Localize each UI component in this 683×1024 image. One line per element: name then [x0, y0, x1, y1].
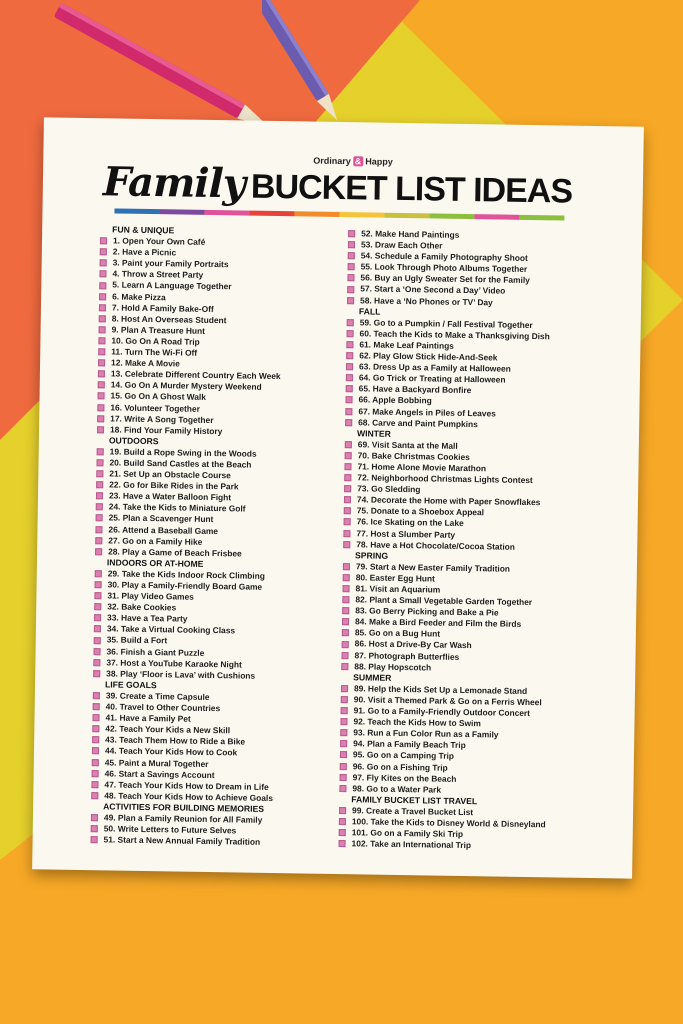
checkbox-icon[interactable]	[98, 337, 105, 344]
checkbox-icon[interactable]	[97, 404, 104, 411]
title-bold: BUCKET LIST IDEAS	[250, 167, 573, 211]
checkbox-icon[interactable]	[344, 463, 351, 470]
checkbox-icon[interactable]	[344, 519, 351, 526]
checkbox-icon[interactable]	[95, 570, 102, 577]
checkbox-icon[interactable]	[345, 441, 352, 448]
checkbox-icon[interactable]	[339, 840, 346, 847]
checkbox-icon[interactable]	[99, 304, 106, 311]
list-item-label: 43. Teach Them How to Ride a Bike	[105, 734, 246, 747]
list-item-label: 41. Have a Family Pet	[105, 712, 191, 724]
list-item-label: 32. Bake Cookies	[107, 601, 177, 613]
list-item-label: 42. Teach Your Kids a New Skill	[105, 723, 231, 736]
checkbox-icon[interactable]	[343, 585, 350, 592]
list-item-label: 81. Visit an Aquarium	[355, 583, 441, 595]
list-item-label: 1. Open Your Own Café	[112, 235, 206, 247]
checkbox-icon[interactable]	[344, 496, 351, 503]
list-item-label: 78. Have a Hot Chocolate/Cocoa Station	[356, 538, 516, 552]
list-item-label: 3. Paint your Family Portraits	[112, 257, 229, 270]
list-item-label: 26. Attend a Baseball Game	[108, 523, 219, 536]
checkbox-icon[interactable]	[345, 408, 352, 415]
list-item-label: 100. Take the Kids to Disney World & Disneyland	[351, 816, 546, 830]
list-item-label: 23. Have a Water Balloon Fight	[108, 490, 232, 503]
list-item-label: 12. Make A Movie	[111, 357, 180, 369]
checkbox-icon[interactable]	[342, 641, 349, 648]
checkbox-icon[interactable]	[339, 818, 346, 825]
section-heading: FALL	[358, 305, 381, 317]
checkbox-icon[interactable]	[92, 759, 99, 766]
checkbox-icon[interactable]	[94, 603, 101, 610]
checkbox-icon[interactable]	[345, 452, 352, 459]
checkbox-icon[interactable]	[344, 485, 351, 492]
list-item-label: 6. Make Pizza	[112, 290, 166, 302]
checkbox-icon[interactable]	[91, 814, 98, 821]
list-item-label: 76. Ice Skating on the Lake	[356, 516, 464, 529]
list-item-label: 77. Host a Slumber Party	[356, 527, 456, 540]
checkbox-icon[interactable]	[99, 282, 106, 289]
list-item-label: 88. Play Hopscotch	[354, 660, 432, 673]
checkbox-icon[interactable]	[95, 537, 102, 544]
list-item-label: 101. Go on a Family Ski Trip	[351, 827, 464, 840]
rainbow-segment	[384, 213, 429, 219]
checkbox-icon[interactable]	[98, 370, 105, 377]
list-item-label: 19. Build a Rope Swing in the Woods	[109, 446, 257, 459]
checkbox-icon[interactable]	[91, 781, 98, 788]
list-item-label: 71. Home Alone Movie Marathon	[357, 461, 487, 474]
checkbox-icon[interactable]	[346, 363, 353, 370]
checkbox-icon[interactable]	[96, 470, 103, 477]
list-item-label: 61. Make Leaf Paintings	[359, 339, 454, 351]
list-item-label: 11. Turn The Wi-Fi Off	[111, 346, 198, 358]
checkbox-icon[interactable]	[98, 393, 105, 400]
list-item-label: 68. Carve and Paint Pumpkins	[358, 416, 478, 429]
checkbox-icon[interactable]	[99, 271, 106, 278]
brand-text-ordinary: Ordinary	[313, 155, 351, 167]
checkbox-icon[interactable]	[96, 492, 103, 499]
section-heading: SUMMER	[353, 672, 392, 683]
list-item-label: 52. Make Hand Paintings	[361, 228, 460, 240]
list-item-label: 25. Plan a Scavenger Hunt	[108, 512, 214, 525]
list-item-label: 15. Go On A Ghost Walk	[110, 390, 207, 403]
list-item-label: 21. Set Up an Obstacle Course	[109, 468, 231, 481]
list-item-label: 29. Take the Kids Indoor Rock Climbing	[107, 568, 265, 581]
checkbox-icon[interactable]	[348, 252, 355, 259]
list-item-label: 102. Take an International Trip	[351, 838, 472, 851]
list-item-label: 17. Write A Song Together	[110, 413, 214, 425]
list-item-label: 96. Go on a Fishing Trip	[352, 760, 448, 773]
list-item-label: 56. Buy an Ugly Sweater Set for the Family	[360, 272, 530, 286]
checkbox-icon[interactable]	[343, 530, 350, 537]
checkbox-icon[interactable]	[92, 748, 99, 755]
list-item-label: 35. Build a Fort	[106, 634, 168, 646]
list-item-label: 40. Travel to Other Countries	[105, 701, 221, 714]
checkbox-icon[interactable]	[339, 807, 346, 814]
list-item-label: 7. Hold A Family Bake-Off	[111, 302, 214, 314]
list-item-label: 46. Start a Savings Account	[104, 767, 215, 780]
section-heading: SPRING	[355, 549, 389, 561]
checkbox-icon[interactable]	[96, 481, 103, 488]
checkbox-icon[interactable]	[340, 729, 347, 736]
list-item-label: 74. Decorate the Home with Paper Snowflakes	[356, 494, 541, 508]
checkbox-icon[interactable]	[341, 652, 348, 659]
list-item-label: 10. Go On A Road Trip	[111, 335, 200, 347]
checkbox-icon[interactable]	[340, 752, 347, 759]
checkbox-icon[interactable]	[343, 574, 350, 581]
list-item-label: 49. Plan a Family Reunion for All Family	[103, 812, 263, 825]
list-item-label: 85. Go on a Bug Hunt	[354, 627, 441, 639]
checkbox-icon[interactable]	[348, 230, 355, 237]
list-item-label: 98. Go to a Water Park	[352, 782, 442, 795]
checkbox-icon[interactable]	[95, 548, 102, 555]
checkbox-icon[interactable]	[99, 326, 106, 333]
list-item-label: 73. Go Sledding	[357, 483, 421, 495]
checkbox-icon[interactable]	[347, 286, 354, 293]
list-item-label: 53. Draw Each Other	[360, 239, 443, 251]
checkbox-icon[interactable]	[347, 275, 354, 282]
list-item-label: 92. Teach the Kids How to Swim	[353, 716, 481, 729]
checkbox-icon[interactable]	[345, 397, 352, 404]
checkbox-icon[interactable]	[343, 563, 350, 570]
left-column	[91, 224, 341, 849]
list-item-label: 2. Have a Picnic	[112, 246, 177, 258]
list-item-label: 95. Go on a Camping Trip	[352, 749, 455, 762]
list-item-label: 89. Help the Kids Set Up a Lemonade Stand	[353, 683, 528, 696]
checkbox-icon[interactable]	[342, 629, 349, 636]
list-item-label: 67. Make Angels in Piles of Leaves	[358, 405, 496, 418]
checkbox-icon[interactable]	[94, 592, 101, 599]
list-item-label: 62. Play Glow Stick Hide-And-Seek	[359, 350, 498, 363]
list-item-label: 14. Go On A Murder Mystery Weekend	[110, 379, 262, 393]
checkbox-icon[interactable]	[94, 615, 101, 622]
list-item-label: 63. Dress Up as a Family at Halloween	[358, 361, 511, 374]
list-item-label: 20. Build Sand Castles at the Beach	[109, 457, 252, 470]
checkbox-icon[interactable]	[98, 359, 105, 366]
list-item-label: 39. Create a Time Capsule	[105, 690, 210, 702]
list-item-label: 47. Teach Your Kids How to Dream in Life	[104, 779, 269, 792]
checkbox-icon[interactable]	[343, 541, 350, 548]
checkbox-icon[interactable]	[94, 626, 101, 633]
brand-text-happy: Happy	[365, 156, 393, 167]
list-item-label: 33. Have a Tea Party	[107, 612, 188, 624]
list-item-label: 36. Finish a Giant Puzzle	[106, 645, 205, 658]
list-item-label: 60. Teach the Kids to Make a Thanksgiving Dish	[359, 328, 550, 342]
section-heading: OUTDOORS	[108, 435, 159, 446]
checkbox-icon[interactable]	[99, 315, 106, 322]
checkbox-icon[interactable]	[340, 740, 347, 747]
checkbox-icon[interactable]	[347, 297, 354, 304]
checkbox-icon[interactable]	[91, 792, 98, 799]
list-item-label: 50. Write Letters to Future Selves	[103, 823, 237, 836]
section-heading: WINTER	[356, 427, 392, 439]
list-item-label: 57. Start a ‘One Second a Day’ Video	[360, 283, 506, 297]
section-heading: ACTIVITIES FOR BUILDING MEMORIES	[103, 801, 265, 814]
checkbox-icon[interactable]	[96, 504, 103, 511]
checkbox-icon[interactable]	[339, 785, 346, 792]
checkbox-icon[interactable]	[348, 241, 355, 248]
list-item-label: 75. Donate to a Shoebox Appeal	[356, 505, 485, 518]
checkbox-icon[interactable]	[346, 374, 353, 381]
checkbox-icon[interactable]	[100, 237, 107, 244]
list-item-label: 27. Go on a Family Hike	[108, 535, 203, 547]
list-item-label: 18. Find Your Family History	[109, 424, 223, 436]
list-item-label: 64. Go Trick or Treating at Halloween	[358, 372, 506, 385]
list-item-label: 24. Take the Kids to Miniature Golf	[108, 501, 246, 514]
list-item-label: 94. Plan a Family Beach Trip	[353, 738, 466, 751]
checkbox-icon[interactable]	[344, 507, 351, 514]
checkbox-icon[interactable]	[348, 263, 355, 270]
list-item-label: 28. Play a Game of Beach Frisbee	[108, 546, 242, 559]
checkbox-icon[interactable]	[98, 382, 105, 389]
checkbox-icon[interactable]	[344, 474, 351, 481]
section-heading: FUN & UNIQUE	[112, 224, 175, 236]
checkbox-icon[interactable]	[92, 737, 99, 744]
bucket-list-sheet	[32, 117, 644, 878]
list-item	[91, 834, 331, 849]
rainbow-segment	[114, 208, 159, 214]
checkbox-icon[interactable]	[347, 330, 354, 337]
list-item-label: 22. Go for Bike Rides in the Park	[109, 479, 239, 492]
checkbox-icon[interactable]	[339, 829, 346, 836]
list-item-label: 59. Go to a Pumpkin / Fall Festival Together	[359, 317, 533, 330]
rainbow-segment	[429, 213, 474, 219]
checkbox-icon[interactable]	[91, 825, 98, 832]
checkbox-icon[interactable]	[96, 515, 103, 522]
checkbox-icon[interactable]	[340, 774, 347, 781]
rainbow-segment	[249, 211, 294, 217]
checkbox-icon[interactable]	[94, 648, 101, 655]
list-item-label: 90. Visit a Themed Park & Go on a Ferris Wheel	[353, 694, 542, 708]
checkbox-icon[interactable]	[92, 770, 99, 777]
checkbox-icon[interactable]	[346, 385, 353, 392]
list-item-label: 69. Visit Santa at the Mall	[357, 439, 458, 451]
section-heading: LIFE GOALS	[104, 679, 157, 691]
checkbox-icon[interactable]	[98, 348, 105, 355]
checkbox-icon[interactable]	[97, 415, 104, 422]
checkbox-icon[interactable]	[91, 836, 98, 843]
checkbox-icon[interactable]	[97, 426, 104, 433]
list-item-label: 38. Play ‘Floor is Lava’ with Cushions	[106, 668, 256, 681]
list-item-label: 9. Plan A Treasure Hunt	[111, 324, 206, 336]
section-heading: INDOORS OR AT-HOME	[106, 557, 204, 569]
list-item-label: 34. Take a Virtual Cooking Class	[106, 623, 236, 636]
list-item-label: 87. Photograph Butterflies	[354, 649, 460, 662]
checkbox-icon[interactable]	[340, 763, 347, 770]
checkbox-icon[interactable]	[93, 670, 100, 677]
list-item-label: 72. Neighborhood Christmas Lights Contest	[357, 472, 533, 486]
checkbox-icon[interactable]	[341, 696, 348, 703]
list-item-label: 54. Schedule a Family Photography Shoot	[360, 250, 528, 264]
list-item-label: 91. Go to a Family-Friendly Outdoor Concert	[353, 705, 531, 719]
checkbox-icon[interactable]	[96, 459, 103, 466]
checkbox-icon[interactable]	[99, 293, 106, 300]
checkbox-icon[interactable]	[97, 448, 104, 455]
checkbox-icon[interactable]	[341, 685, 348, 692]
checkbox-icon[interactable]	[92, 714, 99, 721]
checkbox-icon[interactable]	[340, 718, 347, 725]
checkbox-icon[interactable]	[93, 703, 100, 710]
page-title	[102, 155, 573, 212]
rainbow-segment	[294, 211, 339, 217]
list-item-label: 13. Celebrate Different Country Each Week	[110, 368, 281, 382]
checkbox-icon[interactable]	[94, 637, 101, 644]
list-item-label: 55. Look Through Photo Albums Together	[360, 261, 528, 275]
checkbox-icon[interactable]	[341, 707, 348, 714]
list-item-label: 80. Easter Egg Hunt	[355, 572, 435, 584]
checkbox-icon[interactable]	[346, 352, 353, 359]
list-item-label: 44. Teach Your Kids How to Cook	[104, 745, 238, 758]
brand-ampersand: &	[354, 156, 362, 167]
list-item-label: 16. Volunteer Together	[110, 401, 200, 414]
list-item-label: 99. Create a Travel Bucket List	[352, 805, 474, 818]
checkbox-icon[interactable]	[342, 607, 349, 614]
list-item-label: 83. Go Berry Picking and Bake a Pie	[355, 605, 499, 618]
list-item-label: 84. Make a Bird Feeder and Film the Birds	[354, 616, 522, 630]
list-item-label: 45. Paint a Mural Together	[104, 756, 209, 769]
checkbox-icon[interactable]	[346, 341, 353, 348]
rainbow-segment	[474, 214, 519, 220]
list-item-label: 70. Bake Christmas Cookies	[357, 450, 470, 462]
title-script: Family	[102, 158, 246, 208]
list-item-label: 93. Run a Fun Color Run as a Family	[353, 727, 499, 740]
checkbox-icon[interactable]	[93, 692, 100, 699]
list-item-label: 51. Start a New Annual Family Tradition	[103, 834, 261, 847]
section-heading: FAMILY BUCKET LIST TRAVEL	[351, 794, 478, 807]
rainbow-segment	[204, 210, 249, 216]
list-item-label: 4. Throw a Street Party	[112, 268, 204, 281]
checkbox-icon[interactable]	[347, 319, 354, 326]
list-item-label: 58. Have a ‘No Phones or TV’ Day	[360, 294, 493, 307]
list-item-label: 65. Have a Backyard Bonfire	[358, 383, 472, 396]
checkbox-icon[interactable]	[341, 663, 348, 670]
list-item-label: 37. Host a YouTube Karaoke Night	[106, 657, 242, 670]
checkbox-icon[interactable]	[100, 260, 107, 267]
rainbow-segment	[159, 209, 204, 215]
list-item-label: 8. Host An Overseas Student	[111, 313, 227, 325]
checkbox-icon[interactable]	[345, 419, 352, 426]
checkbox-icon[interactable]	[95, 526, 102, 533]
list-item-label: 30. Play a Family-Friendly Board Game	[107, 579, 263, 592]
rainbow-segment	[519, 215, 564, 221]
list-item-label: 48. Teach Your Kids How to Achieve Goals	[104, 790, 274, 803]
list-item-label: 66. Apple Bobbing	[358, 394, 432, 406]
checkbox-icon[interactable]	[100, 248, 107, 255]
checkbox-icon[interactable]	[342, 618, 349, 625]
list-item-label: 31. Play Video Games	[107, 590, 194, 602]
list-item-label: 82. Plant a Small Vegetable Garden Together	[355, 594, 533, 608]
list-item-label: 86. Host a Drive-By Car Wash	[354, 638, 472, 651]
list-item-label: 79. Start a New Easter Family Tradition	[355, 561, 511, 574]
checkbox-icon[interactable]	[95, 581, 102, 588]
checkbox-icon[interactable]	[93, 659, 100, 666]
right-column	[338, 228, 608, 853]
checkbox-icon[interactable]	[92, 725, 99, 732]
checkbox-icon[interactable]	[342, 596, 349, 603]
rainbow-segment	[339, 212, 384, 218]
list-item-label: 97. Fly Kites on the Beach	[352, 771, 457, 784]
list-item-label: 5. Learn A Language Together	[112, 279, 232, 292]
